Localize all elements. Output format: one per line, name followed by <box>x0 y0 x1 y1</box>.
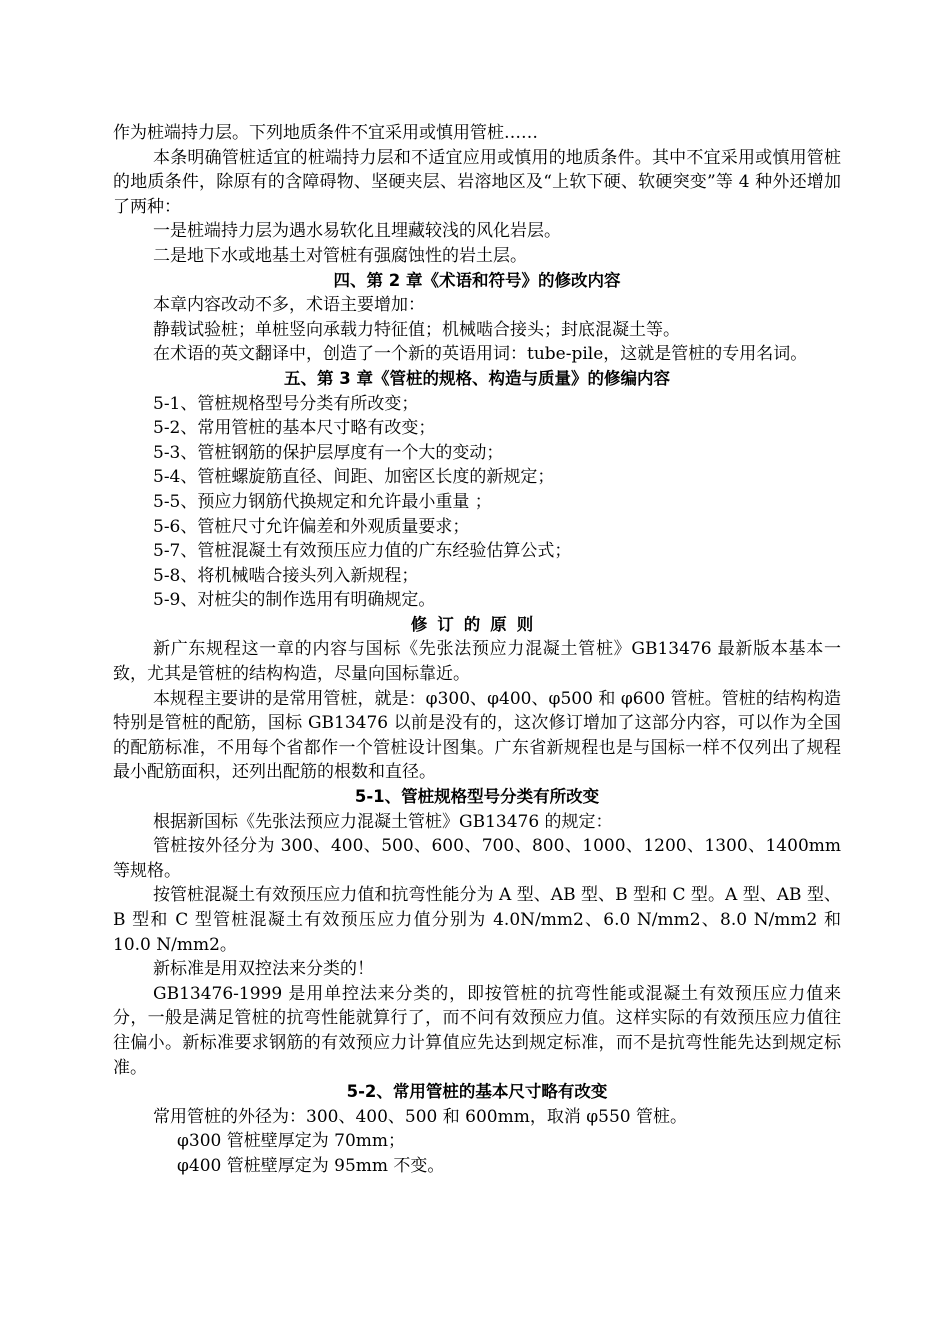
paragraph: 按管桩混凝土有效预压应力值和抗弯性能分为 A 型、AB 型、B 型和 C 型。A 型、AB 型、B 型和 C 型管桩混凝土有效预压应力值分别为 4.0N/mm2、6.0 N/mm2、8.0 N/mm2 和 10.0 N/mm2。 <box>113 885 841 955</box>
paragraph: GB13476-1999 是用单控法来分类的，即按管桩的抗弯性能或混凝土有效预压应力值来分，一般是满足管桩的抗弯性能就算行了，而不问有效预应力值。这样实际的有效预压应力值往往偏小。新标准要求钢筋的有效预应力计算值应先达到规定标准，而不是抗弯性能先达到规定标准。 <box>113 983 841 1078</box>
section-heading: 五、第 3 章《管桩的规格、构造与质量》的修编内容 <box>284 368 670 388</box>
section-heading: 5-2、常用管桩的基本尺寸略有改变 <box>346 1082 608 1102</box>
paragraph: 常用管桩的外径为：300、400、500 和 600mm，取消 φ550 管桩。 <box>153 1106 687 1127</box>
list-item: 5-6、管桩尺寸允许偏差和外观质量要求； <box>153 516 470 537</box>
list-item: 5-1、管桩规格型号分类有所改变； <box>153 393 419 414</box>
list-item: 5-5、预应力钢筋代换规定和允许最小重量 ； <box>153 491 492 512</box>
list-item: 5-2、常用管桩的基本尺寸略有改变； <box>153 418 436 439</box>
sub-item: φ400 管桩壁厚定为 95mm 不变。 <box>177 1155 445 1176</box>
list-item: 5-8、将机械啮合接头列入新规程； <box>153 565 419 586</box>
paragraph: 新标准是用双控法来分类的！ <box>153 959 374 980</box>
list-item: 5-7、管桩混凝土有效预压应力值的广东经验估算公式； <box>153 541 572 562</box>
paragraph: 管桩按外径分为 300、400、500、600、700、800、1000、1200、1300、1400mm 等规格。 <box>113 836 841 881</box>
paragraph: 一是桩端持力层为遇水易软化且埋藏较浅的风化岩层。 <box>153 221 561 242</box>
sub-item: φ300 管桩壁厚定为 70mm； <box>177 1131 406 1152</box>
paragraph: 在术语的英文翻译中，创造了一个新的英语用词：tube-pile，这就是管桩的专用名词。 <box>153 344 808 365</box>
paragraph: 本规程主要讲的是常用管桩，就是：φ300、φ400、φ500 和 φ600 管桩。管桩的结构构造特别是管桩的配筋，国标 GB13476 以前是没有的，这次修订增加了这部分内容，可以作为全国的配筋标准，不用每个省都作一个管桩设计图集。广东省新规程也是与国标一样不仅列出了规程最小配筋面积，还列出配筋的根数和直径。 <box>113 688 841 783</box>
section-heading: 四、第 2 章《术语和符号》的修改内容 <box>333 270 621 290</box>
list-item: 5-3、管桩钢筋的保护层厚度有一个大的变动； <box>153 442 504 463</box>
paragraph: 本章内容改动不多，术语主要增加： <box>153 295 425 316</box>
paragraph: 根据新国标《先张法预应力混凝土管桩》GB13476 的规定： <box>153 811 613 832</box>
paragraph: 新广东规程这一章的内容与国标《先张法预应力混凝土管桩》GB13476 最新版本基本一致，尤其是管桩的结构构造，尽量向国标靠近。 <box>113 639 841 685</box>
list-item: 5-4、管桩螺旋筋直径、间距、加密区长度的新规定； <box>153 467 555 488</box>
paragraph: 本条明确管桩适宜的桩端持力层和不适宜应用或慎用的地质条件。其中不宜采用或慎用管桩的地质条件，除原有的含障碍物、坚硬夹层、岩溶地区及“上软下硬、软硬突变”等 4 种外还增加了两种： <box>113 147 841 217</box>
paragraph: 作为桩端持力层。下列地质条件不宜采用或慎用管桩…… <box>113 123 538 143</box>
section-heading: 5-1、管桩规格型号分类有所改变 <box>354 787 600 807</box>
list-item: 5-9、对桩尖的制作选用有明确规定。 <box>153 590 436 611</box>
document-page <box>113 121 841 1179</box>
section-heading: 修订的原则 <box>410 614 544 634</box>
paragraph: 二是地下水或地基土对管桩有强腐蚀性的岩土层。 <box>153 245 527 266</box>
paragraph: 静载试验桩；单桩竖向承载力特征值；机械啮合接头；封底混凝土等。 <box>153 319 680 340</box>
